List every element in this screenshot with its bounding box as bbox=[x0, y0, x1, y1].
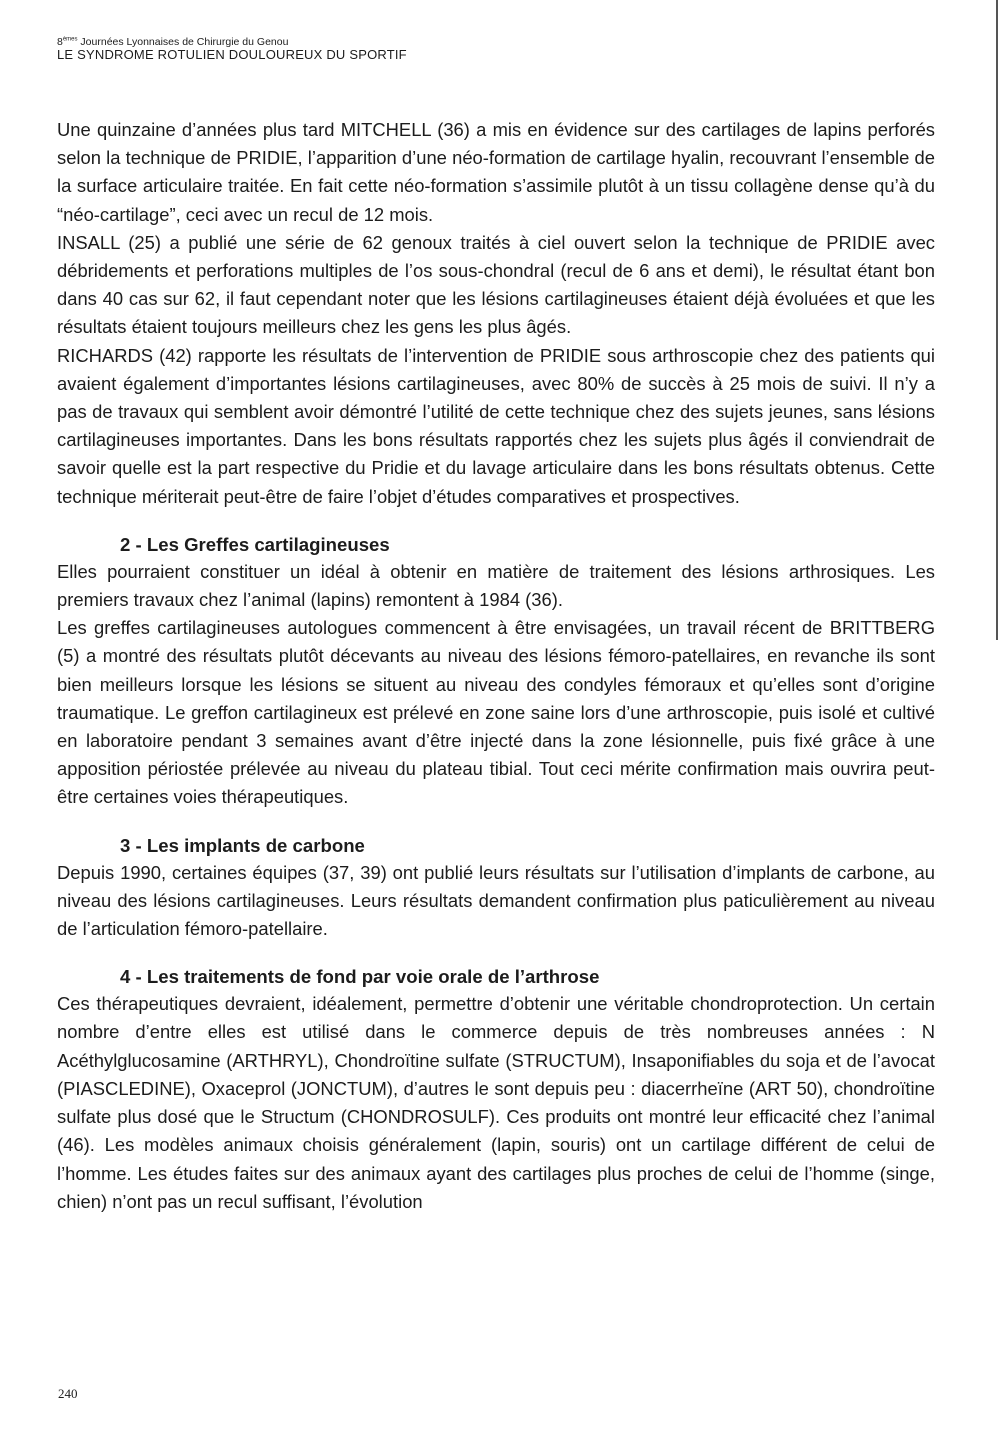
paragraph: RICHARDS (42) rapporte les résultats de l’intervention de PRIDIE sous arthroscopie chez des patients qui avaient également d’importantes lésions cartilagineuses, avec 80% de succès à 25 mois de suivi. Il n’y a pas de travaux qui semblent avoir démontré l’utilité de cette technique chez des sujets jeunes, sans lésions cartilagineuses importantes. Dans les bons résultats rapportés chez les sujets plus âgés il conviendrait de savoir quelle est la part respective du Pridie et du lavage articulaire dans les bons résultats obtenus. Cette technique mériterait peut-être de faire l’objet d’études comparatives et prospectives. bbox=[57, 344, 935, 507]
page-number: 240 bbox=[58, 1386, 78, 1401]
paragraph: Une quinzaine d’années plus tard MITCHELL (36) a mis en évidence sur des cartilages de lapins perforés selon la technique de PRIDIE, l’apparition d’une néo-formation de cartilage hyalin, recouvrant l’ensemble de la surface articulaire traitée. En fait cette néo-formation s’assimile plutôt à un tissu collagène dense qu’à du “néo-cartilage”, ceci avec un recul de 12 mois. bbox=[57, 119, 935, 225]
paragraph: Depuis 1990, certaines équipes (37, 39) ont publié leurs résultats sur l’utilisation d’implants de carbone, au niveau des lésions cartilagineuses. Leurs résultats demandent confirmation plus paticulièrement au niveau de l’articulation fémoro-patellaire. bbox=[57, 861, 935, 940]
paragraph: INSALL (25) a publié une série de 62 genoux traités à ciel ouvert selon la technique de PRIDIE avec débridements et perforations multiples de l’os sous-chondral (recul de 6 ans et demi), le résultat étant bon dans 40 cas sur 62, il faut cependant noter que les lésions cartilagineuses étaient déjà évoluées et que les résultats étaient toujours meilleurs chez les gens les plus âgés. bbox=[57, 231, 935, 338]
section-heading: 4 - Les traitements de fond par voie orale de l’arthrose bbox=[120, 966, 600, 988]
body-text bbox=[57, 116, 935, 1216]
ordinal-suffix: èmes bbox=[62, 36, 78, 43]
running-header bbox=[57, 36, 407, 63]
section-heading: 3 - Les implants de carbone bbox=[120, 834, 365, 856]
paragraph: Ces thérapeutiques devraient, idéalement, permettre d’obtenir une véritable chondroprotection. Un certain nombre d’entre elles est utilisé dans le commerce depuis de très nombreuses années : N Acéthylglucosamine (ARTHRYL), Chondroïtine sulfate (STRUCTUM), Insaponifiables du soja et de l’avocat (PIASCLEDINE), Oxaceprol (JONCTUM), d’autres le sont depuis peu : diacerrheïne (ART 50), chondroïtine sulfate plus dosé que le Structum (CHONDROSULF). Ces produits ont montré leur efficacité chez l’animal (46). Les modèles animaux choisis généralement (lapin, souris) ont un cartilage différent de celui de l’homme. Les études faites sur des animaux ayant des cartilages plus proches de celui de l’homme (singe, chien) n’ont pas un recul suffisant, l’évolution bbox=[57, 993, 935, 1212]
scan-edge-line bbox=[996, 0, 998, 640]
chapter-title: LE SYNDROME ROTULIEN DOULOUREUX DU SPORTIF bbox=[57, 47, 407, 63]
paragraph: Les greffes cartilagineuses autologues commencent à être envisagées, un travail récent de BRITTBERG (5) a montré des résultats plutôt décevants au niveau des lésions fémoro-patellaires, en revanche ils sont bien meilleurs lorsque les lésions se situent au niveau des condyles fémoraux et qu’elles sont d’origine traumatique. Le greffon cartilagineux est prélevé en zone saine lors d’une arthroscopie, puis isolé et cultivé en laboratoire pendant 3 semaines avant d’être injecté dans la zone lésionnelle, puis fixé grâce à une apposition périostée prélevée au niveau du plateau tibial. Tout ceci mérite confirmation mais ouvrira peut-être certaines voies thérapeutiques. bbox=[57, 617, 935, 808]
series-title: 8èmes Journées Lyonnaises de Chirurgie du Genou bbox=[57, 36, 289, 48]
section-heading: 2 - Les Greffes cartilagineuses bbox=[120, 533, 390, 555]
paragraph: Elles pourraient constituer un idéal à obtenir en matière de traitement des lésions arthrosiques. Les premiers travaux chez l’animal (lapins) remontent à 1984 (36). bbox=[57, 560, 935, 611]
